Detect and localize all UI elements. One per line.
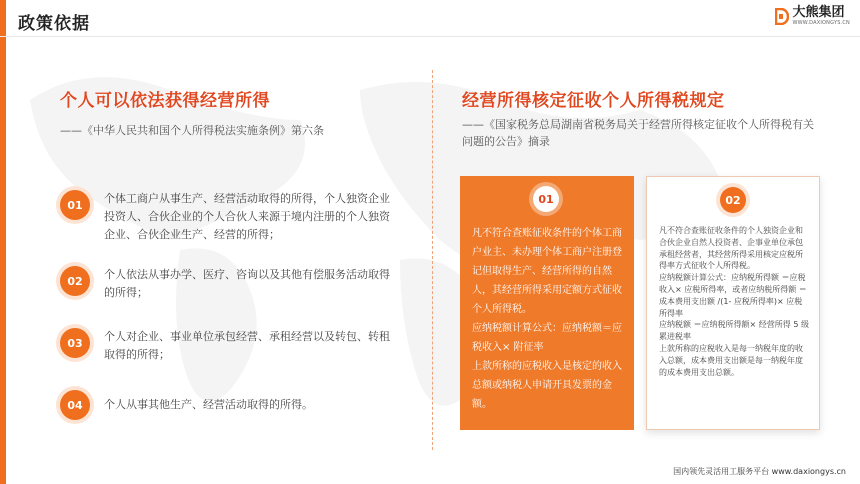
list-item	[60, 190, 400, 244]
number-badge: 01	[60, 190, 90, 220]
card-text	[659, 225, 809, 378]
policy-card-2	[646, 176, 820, 430]
left-citation: ——《中华人民共和国个人所得税法实施条例》第六条	[60, 124, 324, 137]
list-item-text: 个人对企业、事业单位承包经营、承租经营以及转包、转租取得的所得；	[104, 330, 390, 361]
list-item-text: 个人依法从事办学、医疗、咨询以及其他有偿服务活动取得的所得；	[104, 268, 390, 299]
number-badge: 03	[60, 328, 90, 358]
logo-name: 大熊集团	[792, 5, 845, 20]
card-paragraph: 应纳税额 ＝应纳税所得额× 经营所得 5 级累进税率	[659, 320, 809, 342]
list-item	[60, 328, 400, 364]
page-title: 政策依据	[18, 14, 90, 34]
card-paragraph: 上款所称的应税收入是核定的收入总额或纳税人申请开具发票的金额。	[472, 361, 622, 410]
card-number-badge: 01	[533, 186, 559, 212]
right-heading: 经营所得核定征收个人所得税规定	[462, 91, 725, 111]
card-paragraph: 凡不符合查账征收条件的个体工商户业主、未办理个体工商户注册登记但取得生产、经营所得的自然人，其经营所得采用定额方式征收个人所得税。	[472, 228, 622, 315]
column-divider	[432, 70, 433, 450]
card-number-badge: 02	[720, 187, 746, 213]
card-paragraph: 上款所称的应税收入是每一纳税年度的收入总额，成本费用支出额是每一纳税年度的成本费用支出总额。	[659, 343, 803, 377]
logo-d-icon	[775, 8, 789, 25]
number-badge: 02	[60, 266, 90, 296]
card-text	[472, 224, 624, 414]
brand-logo	[775, 6, 850, 26]
list-item-text: 个人从事其他生产、经营活动取得的所得。	[104, 398, 313, 411]
header-divider	[0, 36, 860, 37]
number-badge: 04	[60, 390, 90, 420]
logo-url: WWW.DAXIONGYS.CN	[792, 20, 850, 26]
list-item	[60, 266, 400, 302]
card-paragraph: 应纳税额计算公式：应纳税所得额 ＝应税收入× 应税所得率，或者应纳税所得额 ＝成本费用支出额 /(1- 应税所得率)× 应税所得率	[659, 273, 807, 318]
card-paragraph: 凡不符合查账征收条件的个人独资企业和合伙企业自然人投资者、企事业单位承包承租经营者，其经营所得采用核定应税所得率方式征收个人所得税。	[659, 226, 803, 271]
policy-card-1	[460, 176, 634, 430]
right-citation: ——《国家税务总局湖南省税务局关于经营所得核定征收个人所得税有关问题的公告》摘录	[462, 118, 814, 148]
left-heading: 个人可以依法获得经营所得	[60, 91, 270, 111]
card-paragraph: 应纳税额计算公式：应纳税额＝应税收入× 附征率	[472, 323, 622, 353]
list-item	[60, 390, 400, 420]
list-item-text: 个体工商户从事生产、经营活动取得的所得，个人独资企业投资人、合伙企业的个人合伙人来源于境内注册的个人独资企业、合伙企业生产、经营的所得；	[104, 192, 390, 241]
footer-text: 国内领先灵活用工服务平台 www.daxiongys.cn	[673, 467, 846, 476]
